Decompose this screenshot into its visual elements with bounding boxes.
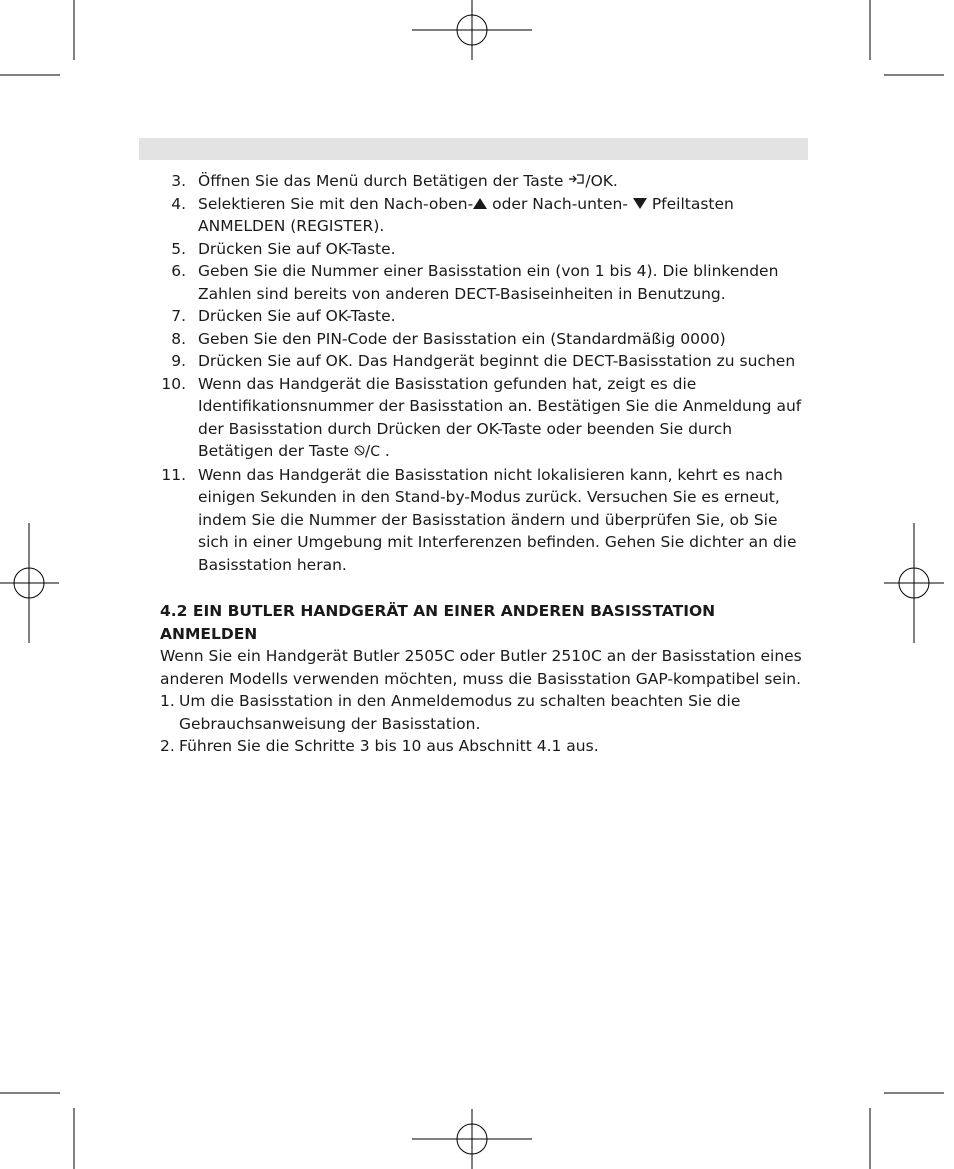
section-heading: 4.2 EIN BUTLER HANDGERÄT AN EINER ANDEREN BASISSTATION ANMELDEN (160, 602, 716, 643)
arrow-down-icon (633, 193, 647, 216)
menu-ok-key-icon (568, 170, 585, 193)
step-4: 4. Selektieren Sie mit den Nach-oben- oder Nach-unten- Pfeiltasten ANMELDEN (REGISTER). (160, 193, 810, 238)
section-intro: Wenn Sie ein Handgerät Butler 2505C oder Butler 2510C an der Basisstation eines anderen Modells verwenden möchten, muss die Basisstation GAP-kompatibel sein. (160, 647, 802, 688)
arrow-up-icon (473, 193, 487, 216)
step-number: 7. (171, 307, 186, 325)
step-6: 6. Geben Sie die Nummer einer Basisstation ein (von 1 bis 4). Die blinkenden Zahlen sind bereits von anderen DECT-Basiseinheiten in Benutzung. (160, 260, 810, 305)
step-number: 5. (171, 239, 186, 258)
step-number: 3. (171, 172, 186, 190)
step-9: 9. Drücken Sie auf OK. Das Handgerät beginnt die DECT-Basisstation zu suchen (160, 350, 810, 373)
clear-key-label: C (370, 444, 380, 460)
instructions (160, 170, 810, 758)
registration-mark-left (0, 523, 59, 643)
registration-mark-bottom (412, 1109, 532, 1169)
step-number: 9. (171, 352, 186, 370)
step-11: 11. Wenn das Handgerät die Basisstation nicht lokalisieren kann, kehrt es nach einigen Sekunden in den Stand-by-Modus zurück. Versuchen Sie es erneut, indem Sie die Nummer der Basisstation ändern und überprüfen Sie, ob Sie sich in einer Umgebung mit Interferenzen befinden. Gehen Sie dichter an die Basisstation heran. (161, 465, 797, 574)
registration-mark-top (412, 0, 532, 60)
mute-clear-key-icon (354, 440, 365, 463)
registration-mark-right (884, 523, 944, 643)
step-8: 8. Geben Sie den PIN-Code der Basisstation ein (Standardmäßig 0000) (160, 328, 810, 351)
step-5: 5. Drücken Sie auf OK-Taste. (160, 238, 810, 261)
step-10: 10. Wenn das Handgerät die Basisstation gefunden hat, zeigt es die Identifikationsnummer der Basisstation an. Bestätigen Sie die Anmeldung auf der Basisstation durch Drücken der OK-Taste oder beenden Sie durch Betätigen der Taste /C . (160, 373, 810, 464)
step-7: 7. Drücken Sie auf OK-Taste. (160, 305, 810, 328)
step-number: 4. (171, 194, 186, 213)
step-number: 10. (161, 374, 186, 393)
list-item: 1. Um die Basisstation in den Anmeldemodus zu schalten beachten Sie die Gebrauchsanweisung der Basisstation. (160, 692, 741, 733)
step-number: 6. (171, 262, 186, 280)
step-3: 3. Öffnen Sie das Menü durch Betätigen der Taste /OK. (160, 170, 810, 193)
step-number: 11. (161, 465, 186, 484)
list-item: 2. Führen Sie die Schritte 3 bis 10 aus Abschnitt 4.1 aus. (160, 737, 599, 755)
header-bar (139, 138, 808, 160)
step-number: 8. (171, 329, 186, 348)
